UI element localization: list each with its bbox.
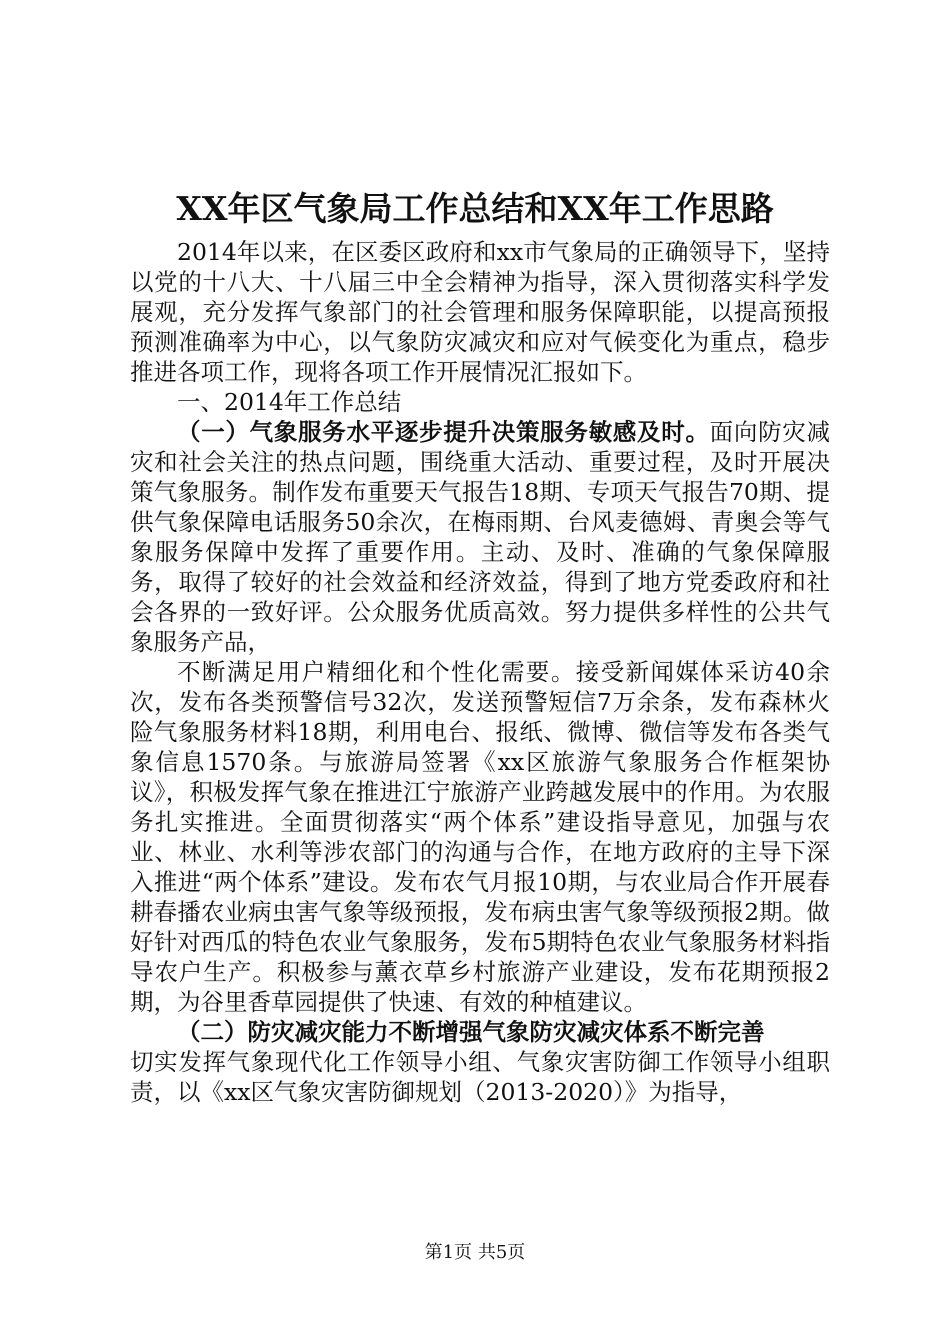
document-body bbox=[130, 237, 830, 1107]
subsection-text-2: 切实发挥气象现代化工作领导小组、气象灾害防御工作领导小组职责，以《xx区气象灾害防御规划（2013-2020）》为指导， bbox=[130, 1048, 830, 1106]
page-footer: 第1页 共5页 bbox=[424, 1242, 526, 1263]
subsection-paragraph bbox=[130, 417, 830, 657]
document-title: XX年区气象局工作总结和XX年工作思路 bbox=[176, 189, 774, 228]
subsection-text: 面向防灾减灾和社会关注的热点问题，围绕重大活动、重要过程，及时开展决策气象服务。制作发布重要天气报告18期、专项天气报告70期、提供气象保障电话服务50余次，在梅雨期、台风麦德姆、青奥会等气象服务保障中发挥了重要作用。主动、及时、准确的气象保障服务，取得了较好的社会效益和经济效益，得到了地方党委政府和社会各界的一致好评。公众服务优质高效。努力提供多样性的公共气象服务产品， bbox=[130, 418, 831, 656]
subsection-heading-2: （二）防灾减灾能力不断增强气象防灾减灾体系不断完善 bbox=[177, 1018, 765, 1046]
subsection-heading: （一）气象服务水平逐步提升决策服务敏感及时。 bbox=[177, 418, 710, 446]
continued-paragraph: 不断满足用户精细化和个性化需要。接受新闻媒体采访40余次，发布各类预警信号32次，发送预警短信7万余条，发布森林火险气象服务材料18期，利用电台、报纸、微博、微信等发布各类气象信息1570条。与旅游局签署《xx区旅游气象服务合作框架协议》，积极发挥气象在推进江宁旅游产业跨越发展中的作用。为农服务扎实推进。全面贯彻落实“两个体系”建设指导意见，加强与农业、林业、水利等涉农部门的沟通与合作，在地方政府的主导下深入推进“两个体系”建设。发布农气月报10期，与农业局合作开展春耕春播农业病虫害气象等级预报，发布病虫害气象等级预报2期。做好针对西瓜的特色农业气象服务，发布5期特色农业气象服务材料指导农户生产。积极参与薰衣草乡村旅游产业建设，发布花期预报2期，为谷里香草园提供了快速、有效的种植建议。 bbox=[130, 658, 830, 1016]
section-heading: 一、2014年工作总结 bbox=[177, 388, 402, 416]
intro-paragraph: 2014年以来，在区委区政府和xx市气象局的正确领导下，坚持以党的十八大、十八届三中全会精神为指导，深入贯彻落实科学发展观，充分发挥气象部门的社会管理和服务保障职能，以提高预报预测准确率为中心，以气象防灾减灾和应对气候变化为重点，稳步推进各项工作，现将各项工作开展情况汇报如下。 bbox=[130, 238, 830, 386]
